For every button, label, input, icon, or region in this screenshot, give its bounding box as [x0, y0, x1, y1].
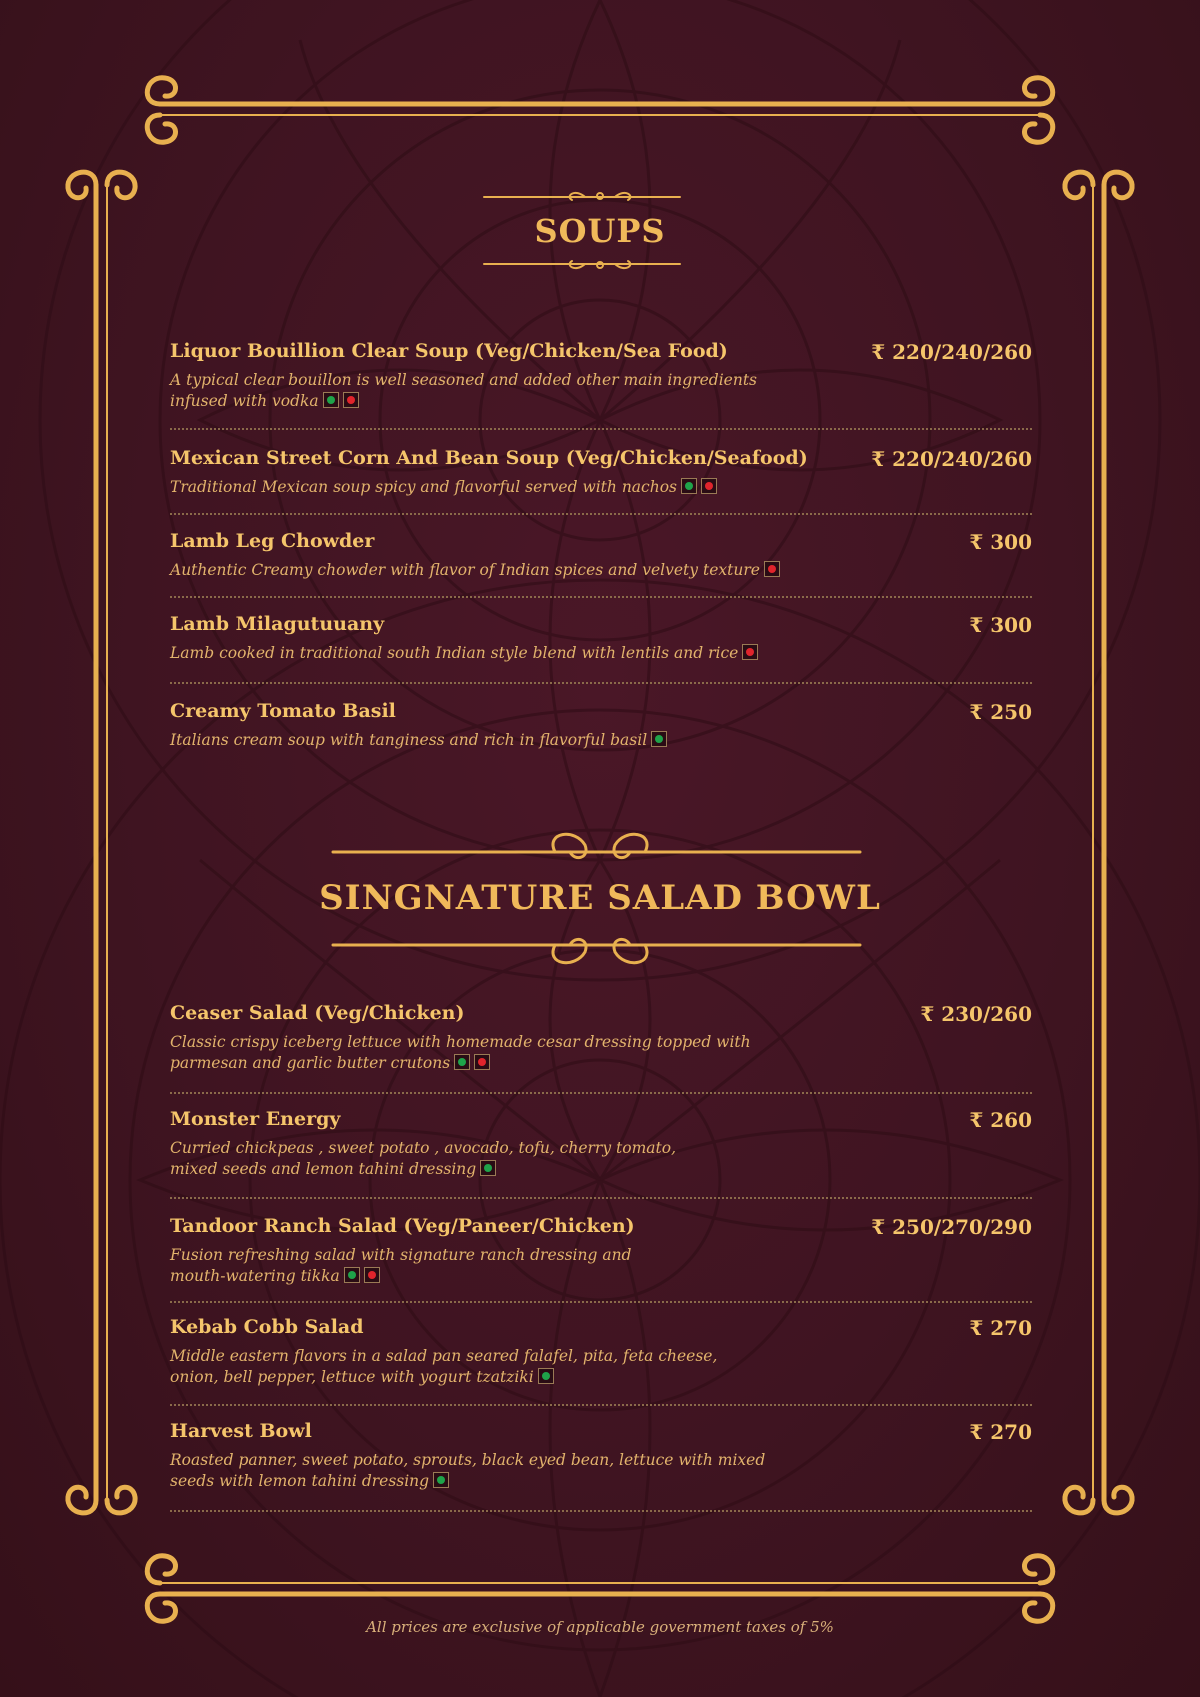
- nonveg-marker-icon: [701, 478, 717, 494]
- item-description: Traditional Mexican soup spicy and flavorful served with nachos: [170, 477, 810, 498]
- veg-marker-icon: [480, 1160, 496, 1176]
- dotted-divider: [170, 682, 1032, 684]
- item-price: ₹ 260: [969, 1108, 1032, 1132]
- dotted-divider: [170, 1510, 1032, 1512]
- item-name: Creamy Tomato Basil: [170, 700, 396, 722]
- item-description: Italians cream soup with tanginess and rich in flavorful basil: [170, 730, 870, 751]
- dotted-divider: [170, 1301, 1032, 1303]
- item-description: Authentic Creamy chowder with flavor of Indian spices and velvety texture: [170, 560, 870, 581]
- nonveg-marker-icon: [742, 644, 758, 660]
- item-name: Kebab Cobb Salad: [170, 1316, 364, 1338]
- dotted-divider: [170, 428, 1032, 430]
- item-price: ₹ 250/270/290: [871, 1215, 1032, 1239]
- veg-marker-icon: [344, 1267, 360, 1283]
- item-price: ₹ 220/240/260: [871, 447, 1032, 471]
- tax-note: All prices are exclusive of applicable government taxes of 5%: [366, 1618, 834, 1636]
- veg-marker-icon: [433, 1472, 449, 1488]
- salad-title: SINGNATURE SALAD BOWL: [319, 878, 881, 918]
- item-price: ₹ 220/240/260: [871, 340, 1032, 364]
- item-name: Lamb Leg Chowder: [170, 530, 375, 552]
- item-description: A typical clear bouillon is well seasoned and added other main ingredients infused with vodka: [170, 371, 758, 410]
- soups-title: SOUPS: [534, 212, 666, 250]
- item-price: ₹ 250: [969, 700, 1032, 724]
- veg-marker-icon: [538, 1368, 554, 1384]
- item-name: Tandoor Ranch Salad (Veg/Paneer/Chicken): [170, 1215, 635, 1237]
- item-price: ₹ 230/260: [920, 1002, 1032, 1026]
- dotted-divider: [170, 513, 1032, 515]
- item-description: Classic crispy iceberg lettuce with homemade cesar dressing topped with parmesan and garlic butter crutons: [170, 1033, 751, 1072]
- item-name: Harvest Bowl: [170, 1420, 312, 1442]
- nonveg-marker-icon: [764, 561, 780, 577]
- item-price: ₹ 300: [969, 530, 1032, 554]
- item-name: Liquor Bouillion Clear Soup (Veg/Chicken/Sea Food): [170, 340, 728, 362]
- item-description: Fusion refreshing salad with signature ranch dressing and mouth-watering tikka: [170, 1246, 632, 1285]
- item-description: Roasted panner, sweet potato, sprouts, black eyed bean, lettuce with mixed seeds with lemon tahini dressing: [170, 1451, 766, 1490]
- item-name: Monster Energy: [170, 1108, 341, 1130]
- item-price: ₹ 270: [969, 1420, 1032, 1444]
- item-price: ₹ 270: [969, 1316, 1032, 1340]
- item-description: Curried chickpeas , sweet potato , avocado, tofu, cherry tomato, mixed seeds and lemon tahini dressing: [170, 1139, 677, 1178]
- dotted-divider: [170, 1197, 1032, 1199]
- veg-marker-icon: [323, 392, 339, 408]
- dotted-divider: [170, 596, 1032, 598]
- item-description: Lamb cooked in traditional south Indian style blend with lentils and rice: [170, 643, 870, 664]
- veg-marker-icon: [651, 731, 667, 747]
- item-name: Ceaser Salad (Veg/Chicken): [170, 1002, 465, 1024]
- veg-marker-icon: [681, 478, 697, 494]
- veg-marker-icon: [454, 1054, 470, 1070]
- nonveg-marker-icon: [474, 1054, 490, 1070]
- item-name: Lamb Milagutuuany: [170, 613, 385, 635]
- dotted-divider: [170, 1404, 1032, 1406]
- nonveg-marker-icon: [343, 392, 359, 408]
- nonveg-marker-icon: [364, 1267, 380, 1283]
- item-description: Middle eastern flavors in a salad pan seared falafel, pita, feta cheese, onion, bell pepper, lettuce with yogurt tzatziki: [170, 1347, 718, 1386]
- dotted-divider: [170, 1092, 1032, 1094]
- item-price: ₹ 300: [969, 613, 1032, 637]
- item-name: Mexican Street Corn And Bean Soup (Veg/Chicken/Seafood): [170, 447, 808, 469]
